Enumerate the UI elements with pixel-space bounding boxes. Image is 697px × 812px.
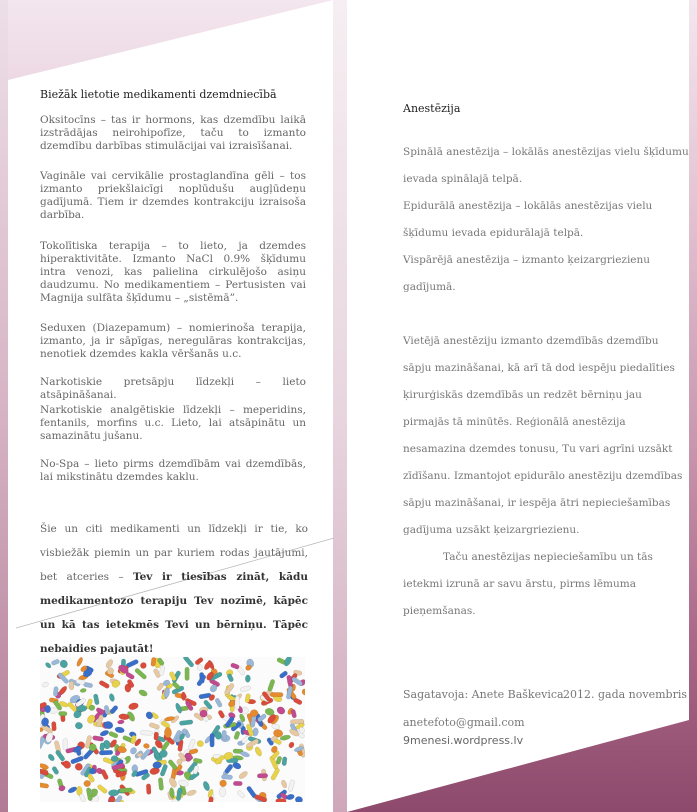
capsule <box>235 696 240 710</box>
closing-bold: Tev ir tiesības zināt, kādu medikamentozo terapiju Tev nozīmē, kāpēc un kā tas ietekmēs Tevi un bērniņu. Tāpēc nebaidies pajautāt! <box>40 571 308 655</box>
tablet <box>164 727 171 738</box>
closing-plain: Šie un citi medikamenti un līdzekļi ir tie, ko visbiežāk piemin un par kuriem rodas jautājumi, bet atceries – <box>40 523 308 583</box>
capsule <box>120 788 133 793</box>
right-line: zīdīšanu. Izmantojot epidurālo anestēziju dzemdības <box>403 470 683 482</box>
capsule <box>146 784 151 795</box>
right-line: sāpju mazināšanai, ir iespēja ātri nepieciešamības <box>403 497 671 509</box>
capsule <box>282 757 287 766</box>
closing-paragraph <box>40 517 308 661</box>
right-title: Anestēzija <box>403 102 461 115</box>
tablet <box>152 761 161 769</box>
paragraph-narcotic-painkillers: Narkotiskie pretsāpju līdzekļi – lieto atsāpināšanai. <box>40 376 306 401</box>
right-line: Taču anestēzijas nepieciešamību un tās <box>403 551 653 563</box>
right-line: sāpju mazināšanai, kā arī tā dod iespēju piedalīties <box>403 362 675 374</box>
capsule <box>154 732 159 740</box>
paragraph-tocolytic: Tokolītiska terapija – to lieto, ja dzemdes hiperaktivitāte. Izmanto NaCl 0.9% šķīdumu intra venozi, kas palielina cirkulējošo asiņu daudzumu. No medikamentiem – Pertusisten vai Magnija sulfāta šķīdumu – „sistēmā”. <box>40 240 306 304</box>
right-line: Vispārējā anestēzija – izmanto ķeizargriezienu <box>403 254 651 266</box>
capsule <box>58 711 67 716</box>
capsule <box>185 667 189 680</box>
right-line: šķīdumu ievada epidurālajā telpā. <box>403 227 584 239</box>
right-line: gadījuma uzsākt ķeizargriezienu. <box>403 524 580 536</box>
tablet <box>245 675 250 683</box>
paragraph-seduxen: Seduxen (Diazepamum) – nomierinoša terapija, izmanto, ja ir sāpīgas, neregulāras kontrakcijas, nenotiek dzemdes kakla vēršanās u.c. <box>40 322 306 360</box>
capsule <box>270 692 283 697</box>
date: 2012. gada novembris <box>563 688 688 701</box>
blog-link[interactable]: 9menesi.wordpress.lv <box>403 734 524 747</box>
capsule <box>221 774 232 779</box>
left-title: Biežāk lietotie medikamenti dzemdniecībā <box>40 88 277 101</box>
right-line: Epidurālā anestēzija – lokālās anestēzijas vielu <box>403 200 653 212</box>
capsule <box>53 686 58 696</box>
left-shade <box>0 0 8 812</box>
capsule <box>210 733 214 747</box>
capsule <box>100 743 105 751</box>
right-line: nesamazina dzemdes tonusu, Tu vari agrīni uzsākt <box>403 443 673 455</box>
right-line: pirmajās tā minūtēs. Reģionālā anestēzija <box>403 416 626 428</box>
fold-gap <box>333 0 347 812</box>
capsule <box>222 730 227 740</box>
email-link[interactable]: anetefoto@gmail.com <box>403 716 525 729</box>
capsule <box>63 738 68 750</box>
right-line: gadījumā. <box>403 281 456 293</box>
tablet <box>197 740 204 747</box>
capsule <box>290 719 304 724</box>
paragraph-oxytocin: Oksitocīns – tas ir hormons, kas dzemdību laikā izstrādājas neirohipofīze, taču to izmanto dzemdību darbības stimulācijai vai izraisīšanai. <box>40 114 306 152</box>
right-line: ķirurģiskās dzemdībās un redzēt bērniņu jau <box>403 389 642 401</box>
right-line: ietekmi izrunā ar savu ārstu, pirms lēmuma <box>403 578 636 590</box>
right-line: ievada spinālajā telpā. <box>403 173 523 185</box>
capsule <box>233 781 242 786</box>
paragraph-prostaglandin: Vagināle vai cervikālie prostaglandīna gēli – tos izmanto priekšlaicīgi noplūdušu augļūdeņu gadījumā. Tiem ir dzemdes kontrakciju izraisoša darbība. <box>40 170 306 221</box>
author: Sagatavoja: Anete Baškevica <box>403 688 564 701</box>
paragraph-narcotic-analgesics: Narkotiskie analgētiskie līdzekļi – meperidins, fentanils, morfins u.c. Lieto, lai atsāpinātu un samazinātu jušanu. <box>40 404 306 442</box>
right-line: Vietējā anestēziju izmanto dzemdībās dzemdību <box>403 335 659 347</box>
capsule <box>140 730 153 735</box>
right-line: pieņemšanas. <box>403 605 476 617</box>
capsule <box>257 773 268 778</box>
capsule <box>69 681 73 690</box>
right-line: Spinālā anestēzija – lokālās anestēzijas vielu šķīdumu <box>403 146 689 158</box>
paragraph-nospa: No-Spa – lieto pirms dzemdībām vai dzemdībās, lai mikstinātu dzemdes kaklu. <box>40 458 306 483</box>
pills-image <box>40 657 305 802</box>
tablet <box>250 710 258 717</box>
